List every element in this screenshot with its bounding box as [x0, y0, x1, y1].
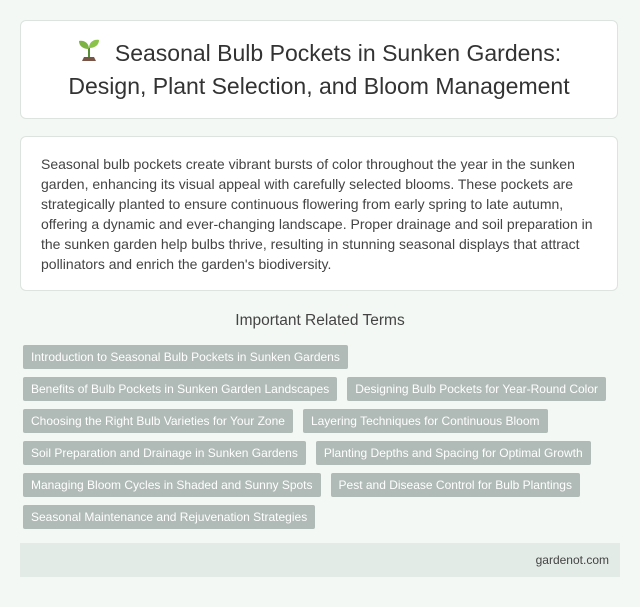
term-tag[interactable]: Pest and Disease Control for Bulb Plantings — [331, 473, 580, 497]
term-tag[interactable]: Designing Bulb Pockets for Year-Round Color — [347, 377, 606, 401]
term-tag[interactable]: Planting Depths and Spacing for Optimal Growth — [316, 441, 591, 465]
related-terms-list — [23, 345, 623, 529]
footer-site-link[interactable]: gardenot.com — [535, 553, 609, 567]
term-tag[interactable]: Introduction to Seasonal Bulb Pockets in Sunken Gardens — [23, 345, 348, 369]
related-terms-heading: Important Related Terms — [235, 312, 405, 329]
title-card — [20, 20, 618, 119]
footer — [20, 543, 620, 577]
sprout-icon — [77, 37, 101, 71]
term-tag[interactable]: Choosing the Right Bulb Varieties for Your Zone — [23, 409, 293, 433]
intro-paragraph: Seasonal bulb pockets create vibrant bursts of color throughout the year in the sunken garden, enhancing its visual appeal with carefully selected blooms. These pockets are strategically planted to ensure continuous flowering from early spring to late autumn, offering a dynamic and ever-changing landscape. Proper drainage and soil preparation in the sunken garden help bulbs thrive, resulting in stunning seasonal displays that attract pollinators and enrich the garden's biodiversity. — [41, 156, 593, 272]
term-tag[interactable]: Soil Preparation and Drainage in Sunken Gardens — [23, 441, 306, 465]
page-title — [49, 37, 589, 102]
term-tag[interactable]: Benefits of Bulb Pockets in Sunken Garden Landscapes — [23, 377, 337, 401]
term-tag[interactable]: Layering Techniques for Continuous Bloom — [303, 409, 548, 433]
term-tag[interactable]: Managing Bloom Cycles in Shaded and Sunny Spots — [23, 473, 321, 497]
intro-card — [20, 136, 618, 291]
page-title-text: Seasonal Bulb Pockets in Sunken Gardens: Design, Plant Selection, and Bloom Management — [68, 40, 570, 99]
term-tag[interactable]: Seasonal Maintenance and Rejuvenation Strategies — [23, 505, 315, 529]
